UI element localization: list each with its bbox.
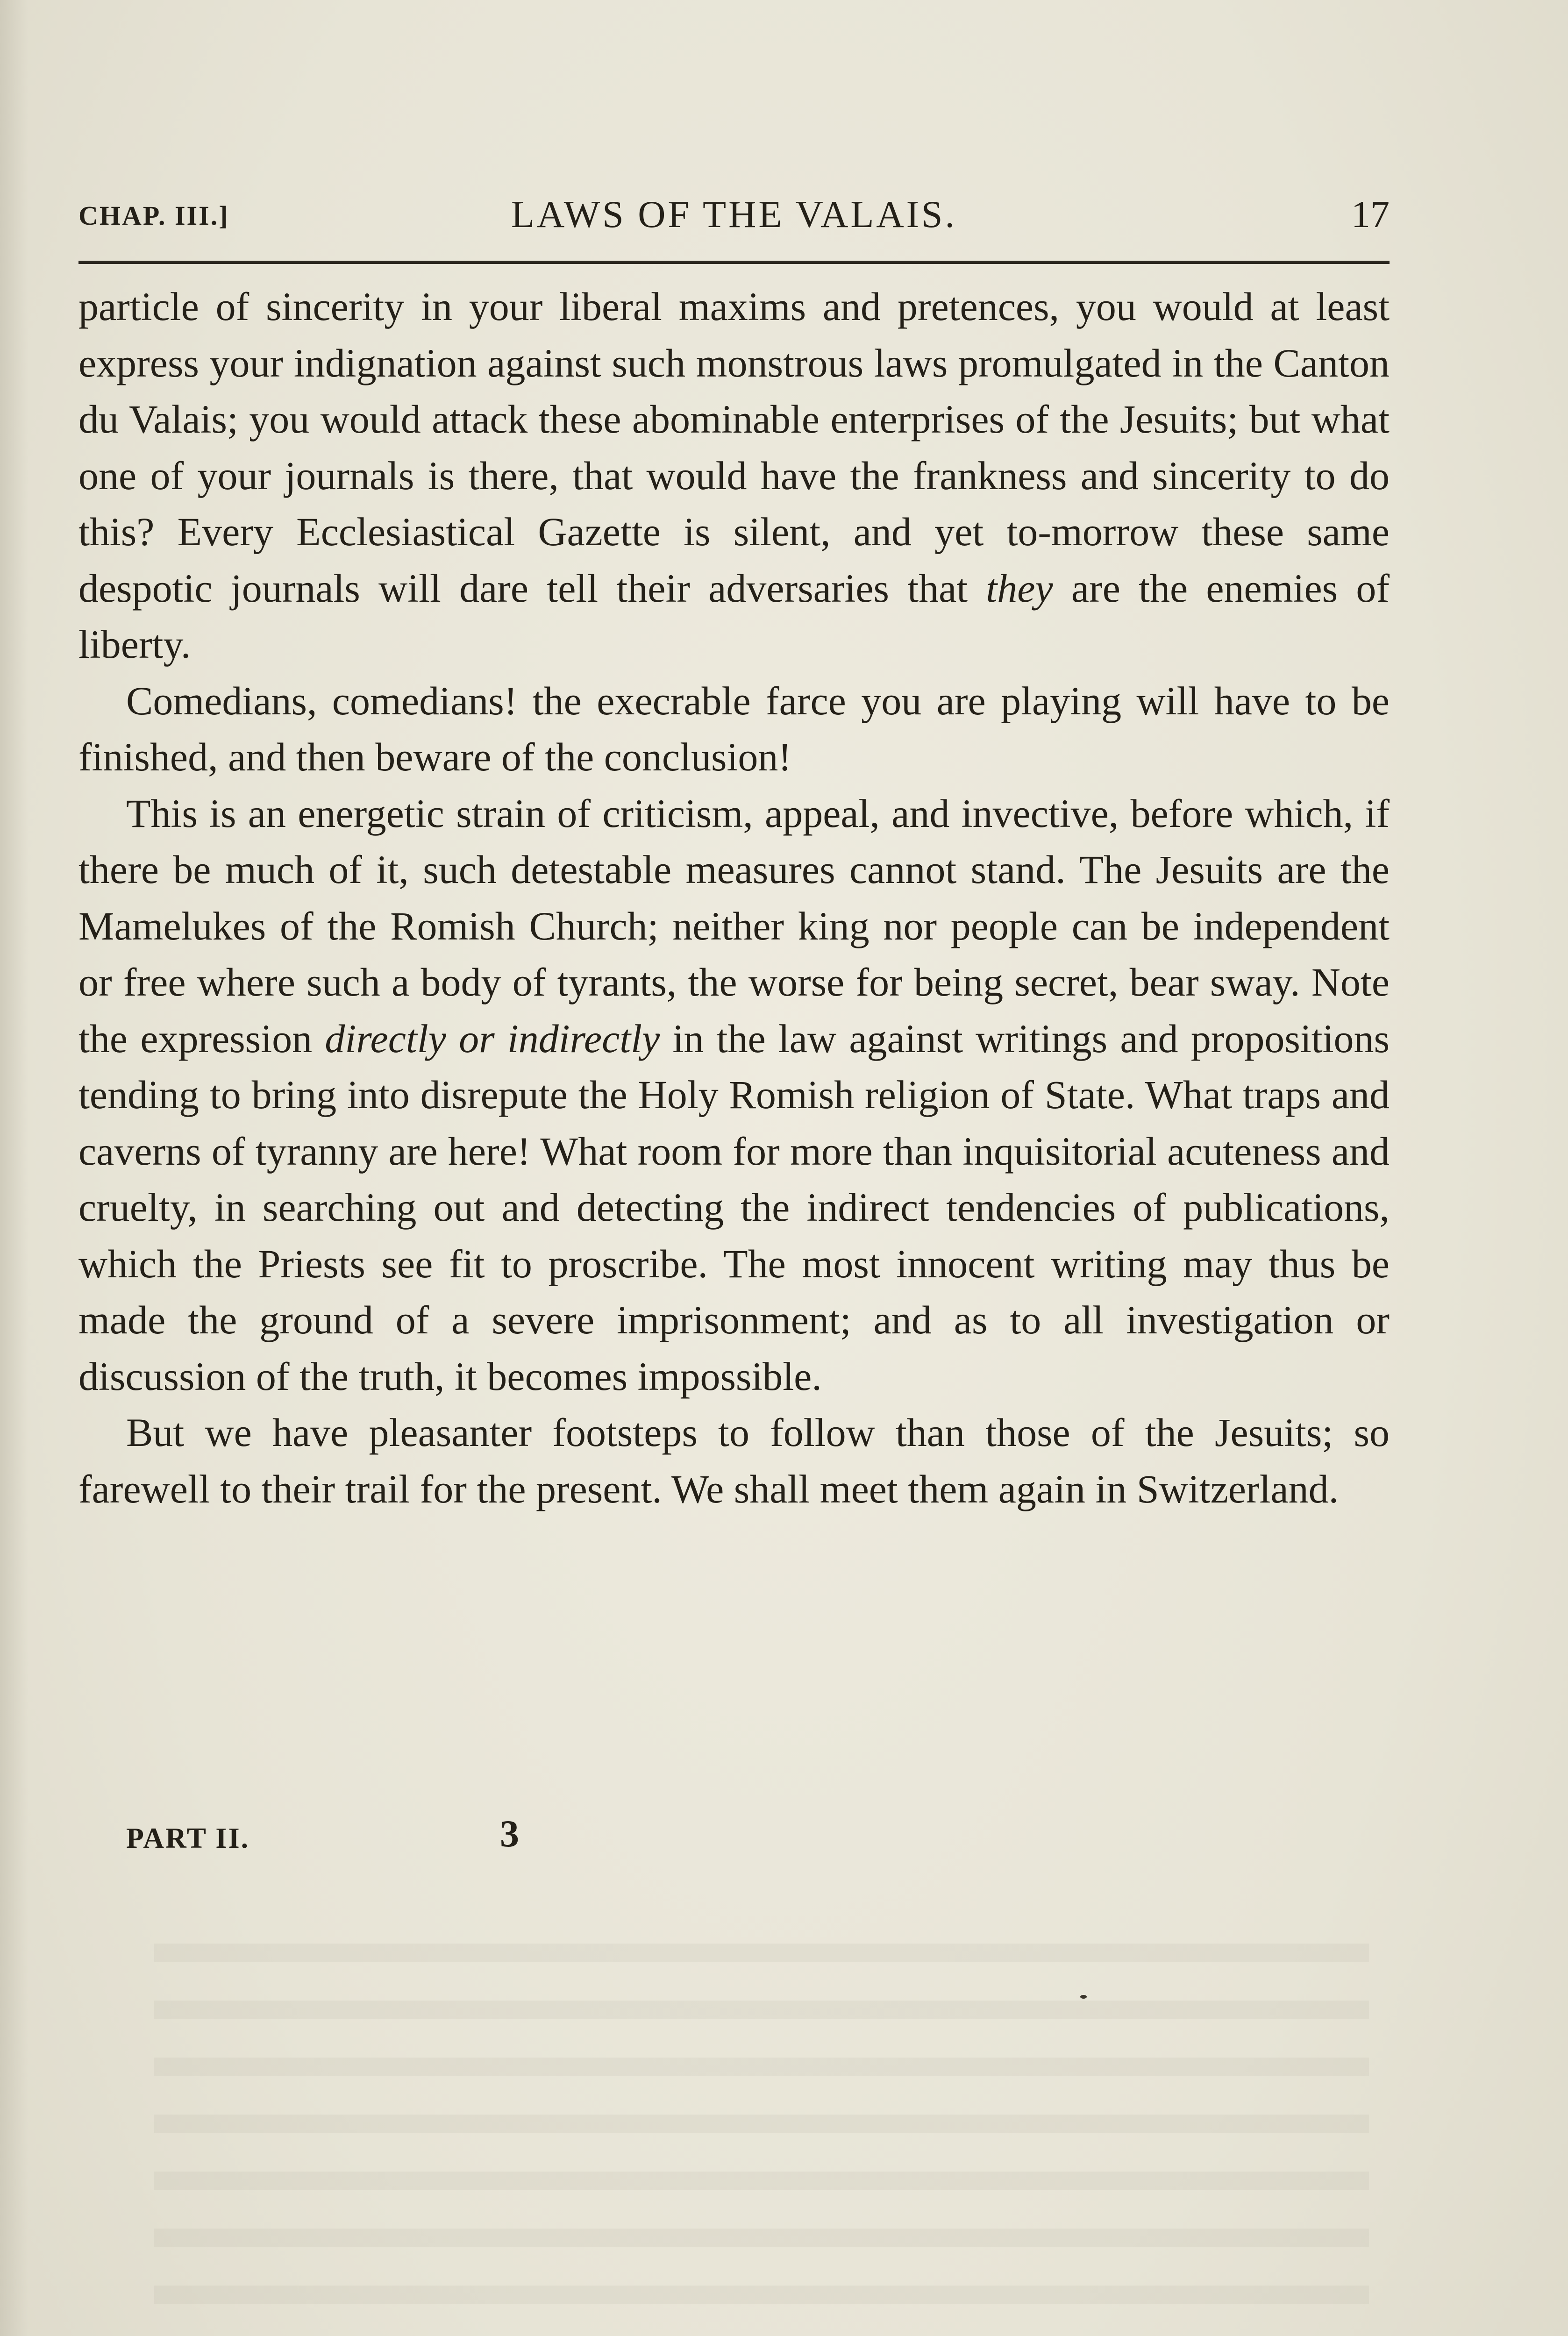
paragraph (78, 673, 1390, 785)
text-run: in the law against writings and propositions tending to bring into disrepute the Holy Romish religion of State. What traps and caverns of tyranny are here! What room for more than inquisitorial acuteness and cruelty, in searching out and detecting the indirect tendencies of publications, which the Priests see fit to proscribe. The most innocent writing may thus be made the ground of a severe imprisonment; and as to all investigation or discussion of the truth, it becomes impossible. (78, 1016, 1390, 1399)
italic-text: directly or indirectly (325, 1016, 660, 1061)
running-title: LAWS OF THE VALAIS. (511, 193, 957, 235)
text-run: This is an energetic strain of criticism, appeal, and invective, before which, if there be much of it, such detestable measures cannot stand. The Jesuits are the Mamelukes of the Romish Church; neither king nor people can be independent or free where such a body of tyrants, the worse for being secret, bear sway. Note the expression (78, 791, 1390, 1061)
signature-number: 3 (500, 1812, 519, 1855)
paragraph (78, 1404, 1390, 1517)
italic-text: they (986, 565, 1053, 611)
header-rule (78, 261, 1390, 264)
body-text (78, 278, 1390, 1517)
text-run: But we have pleasanter footsteps to follow than those of the Jesuits; so farewell to their trail for the present. We shall meet them again in Switzerland. (78, 1410, 1390, 1511)
gutter-shadow (0, 0, 28, 2336)
signature-mark (126, 1812, 547, 1863)
ink-speck (1080, 1995, 1087, 1999)
paragraph (78, 278, 1390, 673)
signature-label: PART II. (126, 1823, 250, 1854)
text-run: are the enemies of liberty. (78, 565, 1390, 667)
text-run: particle of sincerity in your liberal maxims and pretences, you would at least express your indignation against such monstrous laws promulgated in the Canton du Valais; you would attack these abominable enterprises of the Jesuits; but what one of your journals is there, that would have the frankness and sincerity to do this? Every Ecclesiastical Gazette is silent, and yet to-morrow these same despotic journals will dare tell their adversaries that (78, 284, 1390, 611)
text-run: Comedians, comedians! the execrable farce you are playing will have to be finished, and then beware of the conclusion! (78, 678, 1390, 779)
running-head (78, 191, 1390, 242)
chapter-label: CHAP. III.] (78, 200, 229, 231)
show-through-text (154, 1916, 1369, 2336)
page-number: 17 (1351, 193, 1390, 235)
paragraph (78, 785, 1390, 1405)
